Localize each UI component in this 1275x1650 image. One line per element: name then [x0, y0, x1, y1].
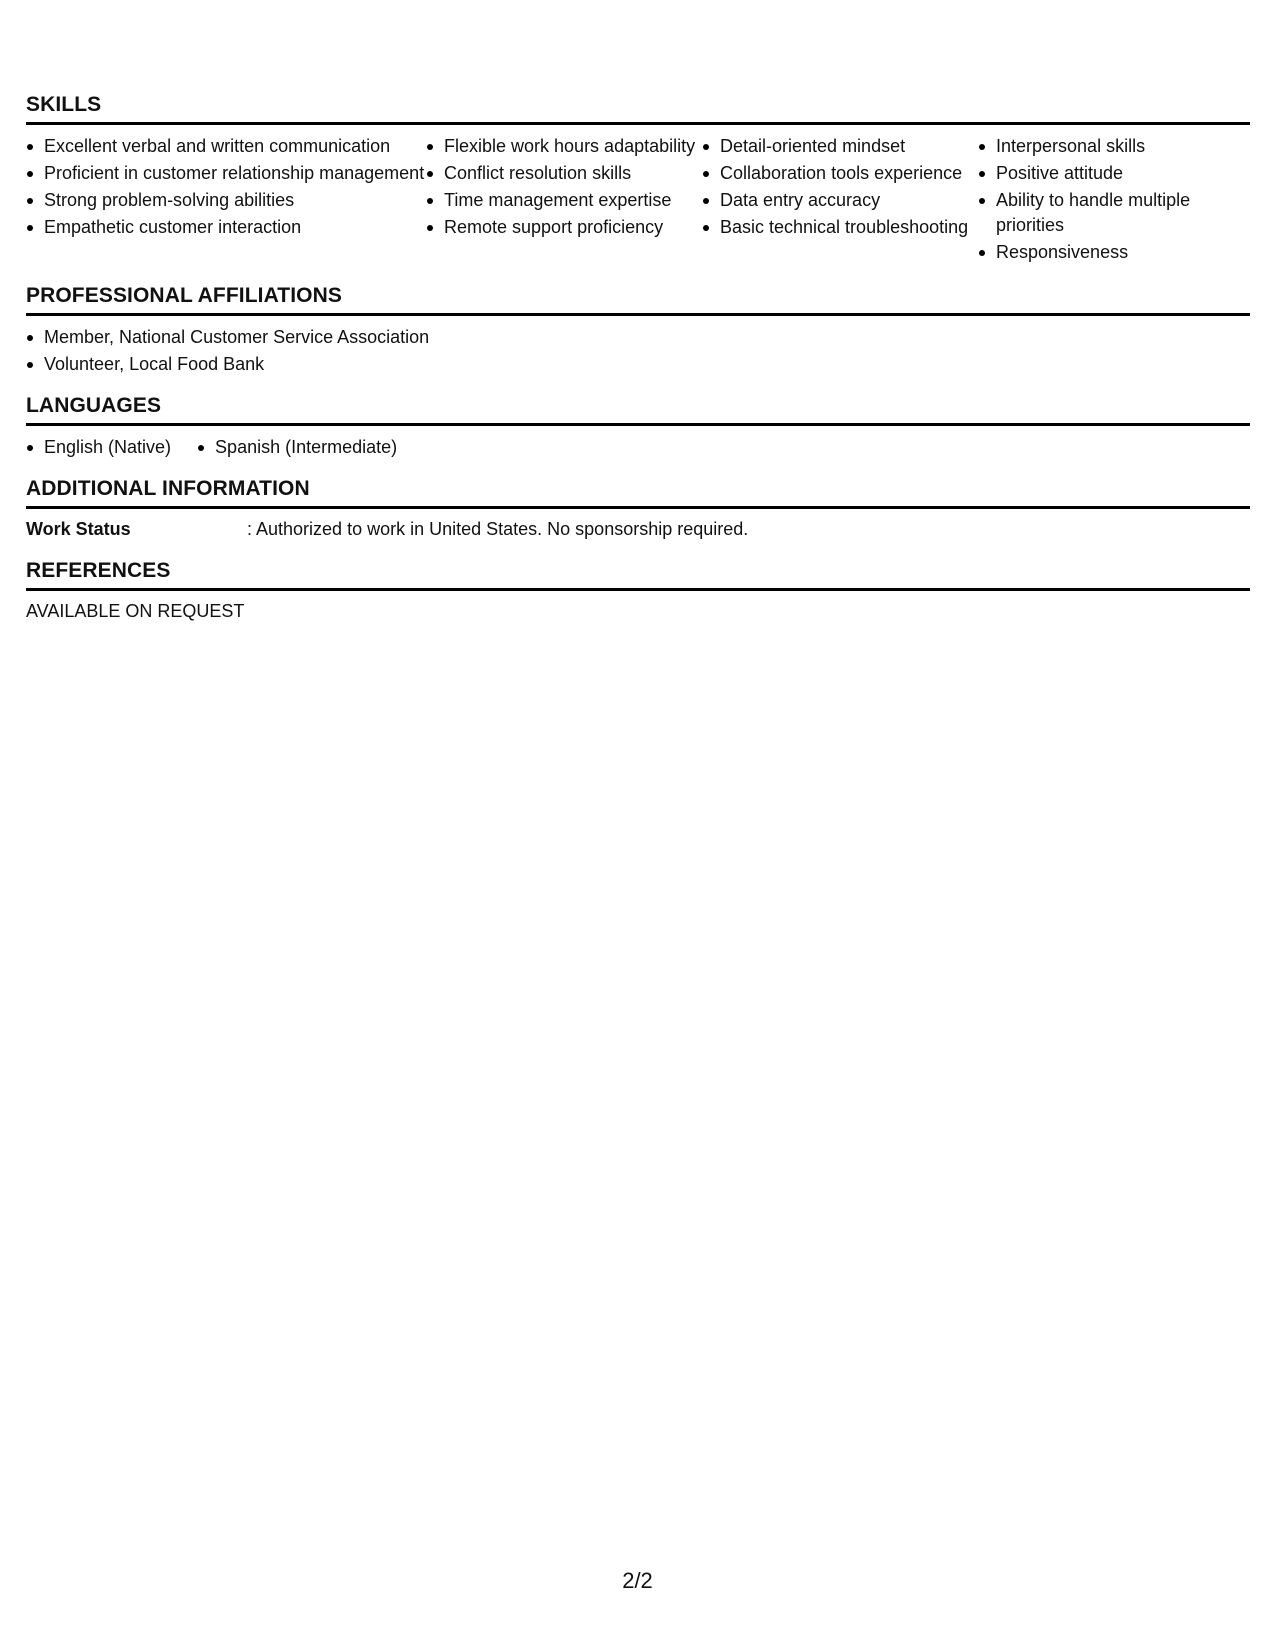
skill-item: Interpersonal skills — [978, 134, 1250, 159]
page-number: 2/2 — [622, 1568, 653, 1593]
additional-info-heading: ADDITIONAL INFORMATION — [26, 476, 1250, 509]
affiliations-heading: PROFESSIONAL AFFILIATIONS — [26, 283, 1250, 316]
skills-column-1 — [26, 134, 426, 267]
skills-column-2 — [426, 134, 702, 267]
work-status-value: : Authorized to work in United States. No sponsorship required. — [247, 519, 749, 539]
affiliations-list — [26, 325, 1250, 377]
resume-page — [26, 92, 1250, 624]
skills-grid — [26, 134, 1250, 267]
affiliation-item: Volunteer, Local Food Bank — [26, 352, 1250, 377]
skill-item: Ability to handle multiple priorities — [978, 188, 1250, 238]
work-status-label: Work Status — [26, 519, 131, 539]
languages-heading: LANGUAGES — [26, 393, 1250, 426]
skills-heading: SKILLS — [26, 92, 1250, 125]
skill-item: Empathetic customer interaction — [26, 215, 426, 240]
skill-item: Excellent verbal and written communication — [26, 134, 426, 159]
skills-section — [26, 92, 1250, 267]
affiliations-section — [26, 283, 1250, 377]
skill-item: Conflict resolution skills — [426, 161, 702, 186]
skill-item: Time management expertise — [426, 188, 702, 213]
affiliation-item: Member, National Customer Service Association — [26, 325, 1250, 350]
references-section — [26, 558, 1250, 624]
languages-section — [26, 393, 1250, 460]
skills-column-4 — [978, 134, 1250, 267]
skill-item: Flexible work hours adaptability — [426, 134, 702, 159]
work-status-row — [26, 517, 1250, 542]
skill-item: Positive attitude — [978, 161, 1250, 186]
language-item: Spanish (Intermediate) — [197, 435, 397, 460]
languages-list — [26, 435, 1250, 460]
skill-item: Detail-oriented mindset — [702, 134, 978, 159]
skill-item: Data entry accuracy — [702, 188, 978, 213]
references-text: AVAILABLE ON REQUEST — [26, 601, 245, 621]
language-item: English (Native) — [26, 435, 171, 460]
skill-item: Proficient in customer relationship management — [26, 161, 426, 186]
additional-info-section — [26, 476, 1250, 542]
skill-item: Responsiveness — [978, 240, 1250, 265]
skill-item: Collaboration tools experience — [702, 161, 978, 186]
skills-column-3 — [702, 134, 978, 267]
references-heading: REFERENCES — [26, 558, 1250, 591]
skill-item: Basic technical troubleshooting — [702, 215, 978, 240]
skill-item: Remote support proficiency — [426, 215, 702, 240]
skill-item: Strong problem-solving abilities — [26, 188, 426, 213]
